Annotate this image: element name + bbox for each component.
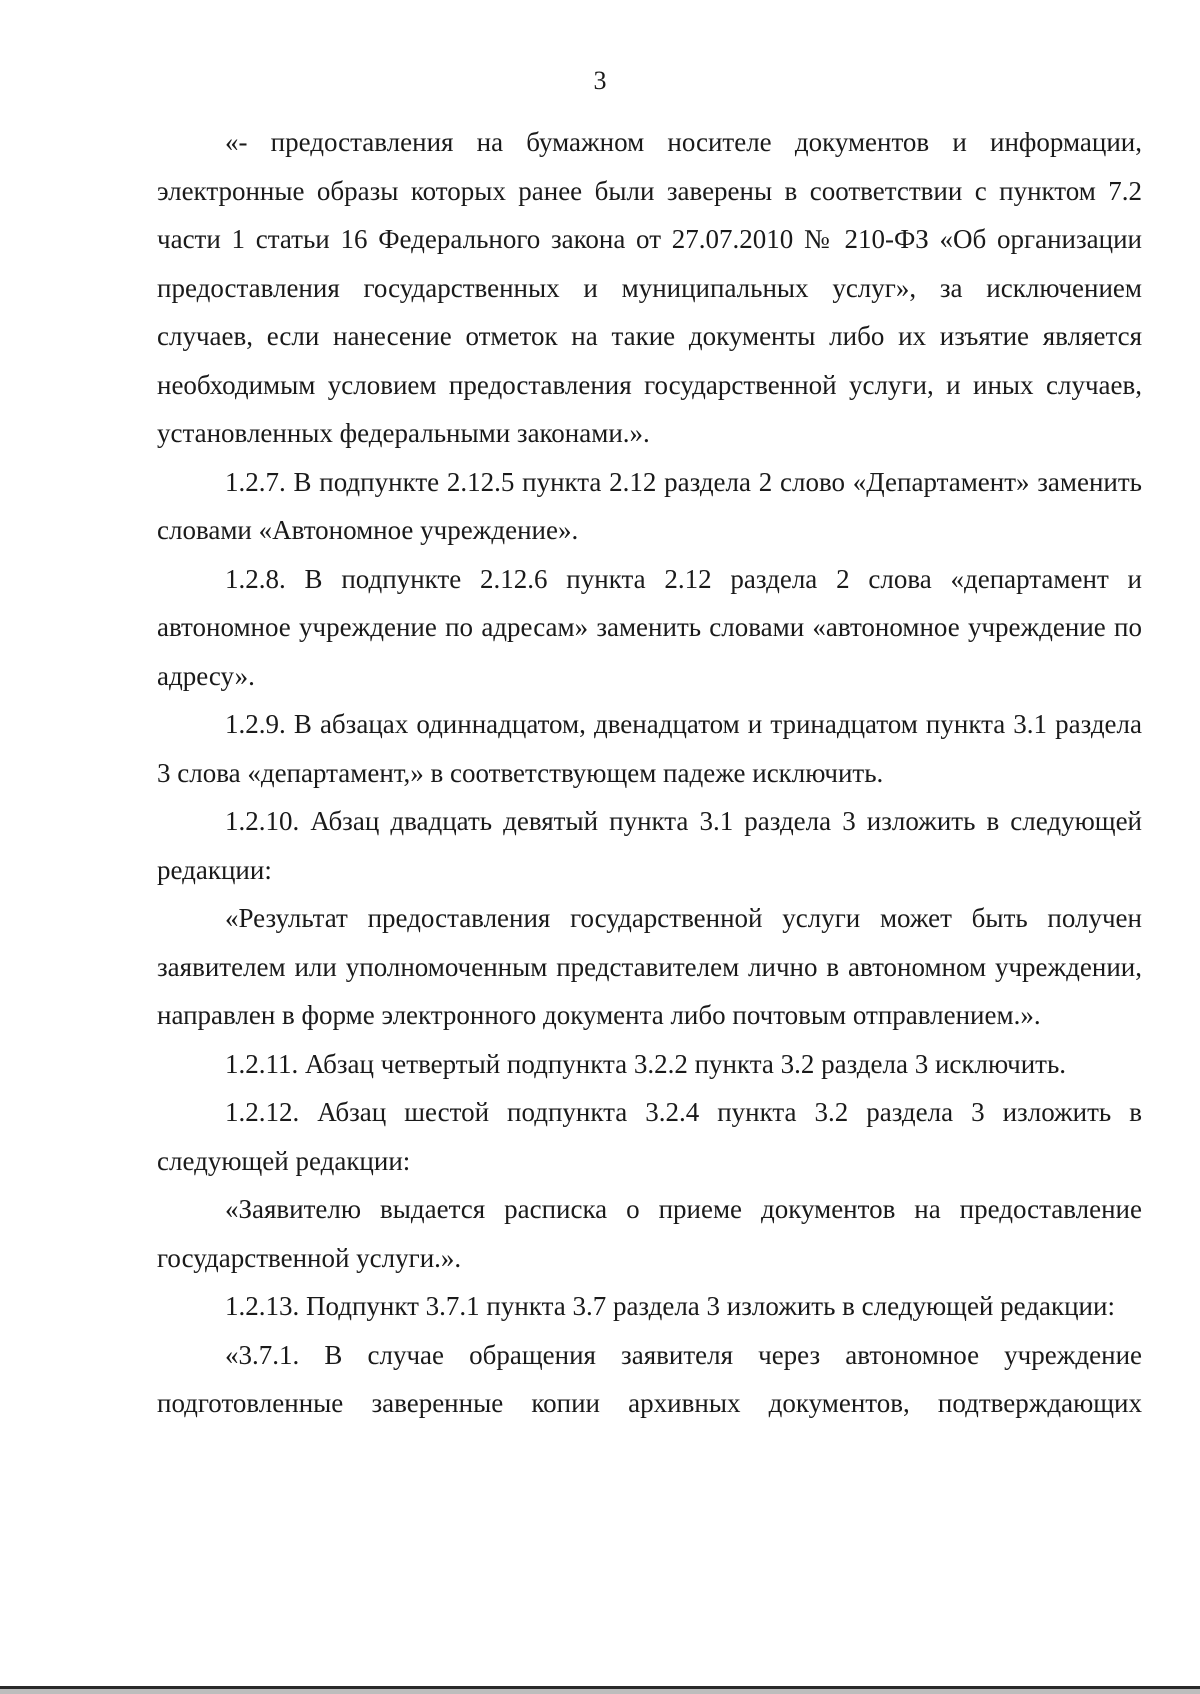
paragraph-quoted-result: «Результат предоставления государственной услуги может быть получен заявителем или уполномоченным представителем лично в автономном учреждении, направлен в форме электронного документа либо почтовым отправлением.». — [157, 903, 1142, 1030]
scan-bottom-shadow — [0, 1689, 1200, 1694]
paragraph-1-2-8: 1.2.8. В подпункте 2.12.6 пункта 2.12 раздела 2 слова «департамент и автономное учреждение по адресам» заменить словами «автономное учреждение по адресу». — [157, 563, 1142, 691]
page-number: 3 — [593, 66, 607, 95]
paragraph-quoted-receipt: «Заявителю выдается расписка о приеме документов на предоставление государственной услуги.». — [157, 1194, 1142, 1273]
paragraph-quoted-3-7-1: «3.7.1. В случае обращения заявителя через автономное учреждение подготовленные заверенные копии архивных документов, подтверждающих — [157, 1339, 1142, 1418]
paragraph-quoted-item: «- предоставления на бумажном носителе документов и информации, электронные образы которых ранее были заверены в соответствии с пунктом 7.2 части 1 статьи 16 Федерального закона от 27.07.2010 № 210-ФЗ «Об организации предоставления государственных и муниципальных услуг», за исключением случаев, если нанесение отметок на такие документы либо их изъятие является необходимым условием предоставления государственной услуги, и иных случаев, установленных федеральными законами.». — [157, 127, 1142, 448]
paragraph-1-2-12: 1.2.12. Абзац шестой подпункта 3.2.4 пункта 3.2 раздела 3 изложить в следующей редакции: — [157, 1097, 1142, 1176]
paragraph-1-2-11: 1.2.11. Абзац четвертый подпункта 3.2.2 пункта 3.2 раздела 3 исключить. — [225, 1048, 1067, 1079]
paragraph-1-2-10: 1.2.10. Абзац двадцать девятый пункта 3.1 раздела 3 изложить в следующей редакции: — [157, 806, 1142, 885]
paragraph-1-2-7: 1.2.7. В подпункте 2.12.5 пункта 2.12 раздела 2 слово «Департамент» заменить словами «Автономное учреждение». — [157, 466, 1142, 545]
paragraph-1-2-13: 1.2.13. Подпункт 3.7.1 пункта 3.7 раздела 3 изложить в следующей редакции: — [225, 1291, 1115, 1321]
document-body — [157, 118, 1142, 1428]
paragraph-1-2-9: 1.2.9. В абзацах одиннадцатом, двенадцатом и тринадцатом пункта 3.1 раздела 3 слова «департамент,» в соответствующем падеже исключить. — [157, 709, 1142, 788]
